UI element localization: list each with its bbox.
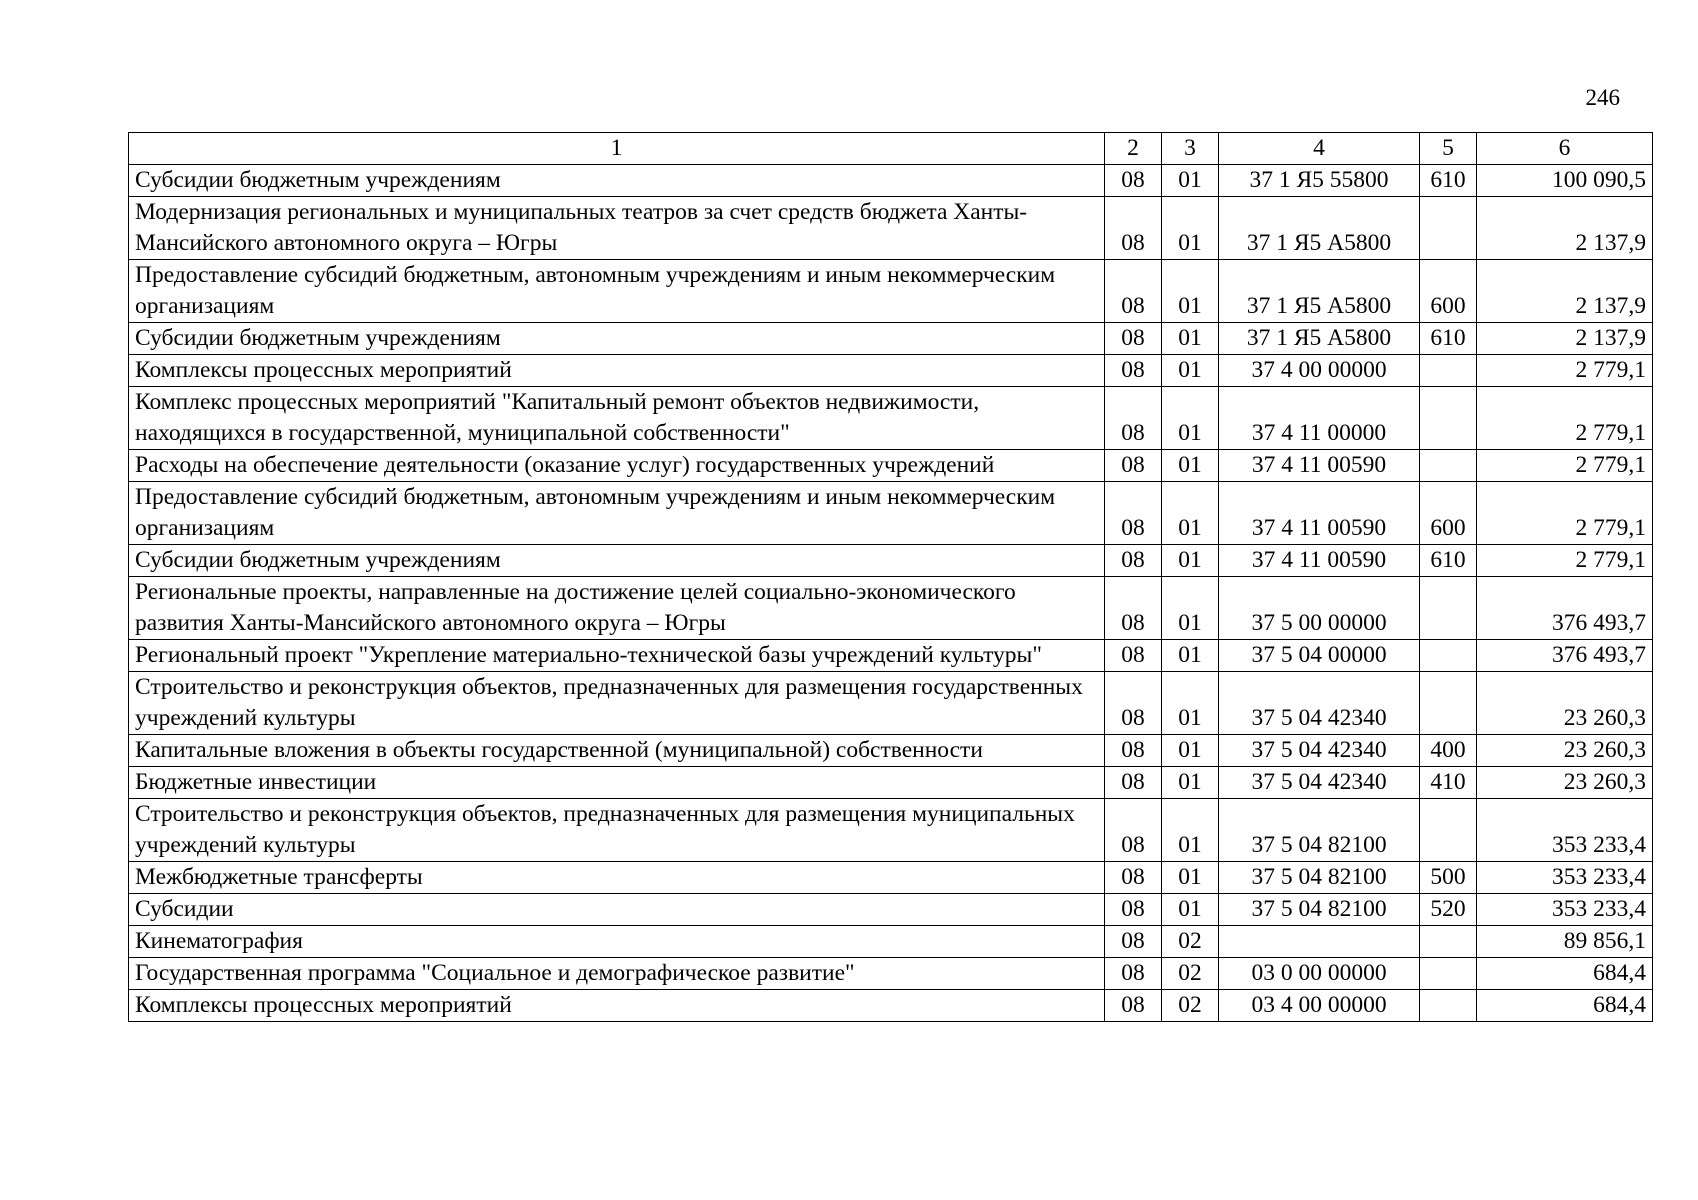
table-row [129,926,1653,958]
row-amount-cell: 23 260,3 [1477,735,1653,767]
row-name-cell: Кинематография [129,926,1105,958]
row-amount-cell: 353 233,4 [1477,894,1653,926]
row-section-cell: 08 [1105,482,1162,545]
row-expense-type-cell: 610 [1420,323,1477,355]
column-header-2: 2 [1105,133,1162,165]
row-name-cell: Капитальные вложения в объекты государственной (муниципальной) собственности [129,735,1105,767]
row-section-cell: 08 [1105,355,1162,387]
table-row [129,672,1653,735]
column-header-4: 4 [1219,133,1420,165]
row-name-cell: Субсидии [129,894,1105,926]
table-row [129,958,1653,990]
row-target-code-cell: 37 5 04 42340 [1219,672,1420,735]
table-row [129,450,1653,482]
row-section-cell: 08 [1105,735,1162,767]
row-amount-cell: 2 779,1 [1477,387,1653,450]
row-expense-type-cell: 520 [1420,894,1477,926]
row-name-cell: Предоставление субсидий бюджетным, автономным учреждениям и иным некоммерческим организациям [129,260,1105,323]
table-row [129,894,1653,926]
table-row [129,197,1653,260]
row-amount-cell: 2 779,1 [1477,355,1653,387]
table-row [129,735,1653,767]
row-expense-type-cell: 600 [1420,260,1477,323]
row-target-code-cell: 03 4 00 00000 [1219,990,1420,1022]
row-target-code-cell: 37 4 11 00000 [1219,387,1420,450]
table-row [129,260,1653,323]
row-section-cell: 08 [1105,767,1162,799]
row-section-cell: 08 [1105,197,1162,260]
row-name-cell: Региональные проекты, направленные на достижение целей социально-экономического развития Ханты-Мансийского автономного округа – Югры [129,577,1105,640]
table-row [129,355,1653,387]
row-subsection-cell: 01 [1162,577,1219,640]
table-row [129,640,1653,672]
row-name-cell: Комплекс процессных мероприятий "Капитальный ремонт объектов недвижимости, находящихся в государственной, муниципальной собственности" [129,387,1105,450]
column-header-5: 5 [1420,133,1477,165]
row-target-code-cell: 37 5 04 82100 [1219,862,1420,894]
row-target-code-cell [1219,926,1420,958]
row-name-cell: Строительство и реконструкция объектов, предназначенных для размещения государственных учреждений культуры [129,672,1105,735]
row-target-code-cell: 37 5 04 42340 [1219,767,1420,799]
row-amount-cell: 2 779,1 [1477,482,1653,545]
row-expense-type-cell [1420,958,1477,990]
row-section-cell: 08 [1105,387,1162,450]
row-expense-type-cell: 500 [1420,862,1477,894]
row-expense-type-cell: 600 [1420,482,1477,545]
row-name-cell: Бюджетные инвестиции [129,767,1105,799]
row-amount-cell: 2 137,9 [1477,197,1653,260]
row-expense-type-cell [1420,672,1477,735]
row-subsection-cell: 01 [1162,482,1219,545]
row-target-code-cell: 37 4 00 00000 [1219,355,1420,387]
row-name-cell: Региональный проект "Укрепление материально-технической базы учреждений культуры" [129,640,1105,672]
row-name-cell: Комплексы процессных мероприятий [129,990,1105,1022]
table-row [129,545,1653,577]
row-expense-type-cell [1420,990,1477,1022]
row-expense-type-cell: 610 [1420,545,1477,577]
row-name-cell: Строительство и реконструкция объектов, предназначенных для размещения муниципальных учреждений культуры [129,799,1105,862]
row-subsection-cell: 01 [1162,545,1219,577]
row-expense-type-cell: 610 [1420,165,1477,197]
column-header-6: 6 [1477,133,1653,165]
row-subsection-cell: 01 [1162,862,1219,894]
row-subsection-cell: 01 [1162,672,1219,735]
row-target-code-cell: 37 5 00 00000 [1219,577,1420,640]
row-section-cell: 08 [1105,640,1162,672]
row-target-code-cell: 37 5 04 82100 [1219,799,1420,862]
row-subsection-cell: 01 [1162,894,1219,926]
row-amount-cell: 353 233,4 [1477,862,1653,894]
row-expense-type-cell [1420,450,1477,482]
row-amount-cell: 100 090,5 [1477,165,1653,197]
column-header-3: 3 [1162,133,1219,165]
table-row [129,577,1653,640]
row-amount-cell: 2 779,1 [1477,545,1653,577]
budget-table [128,132,1653,1022]
row-target-code-cell: 37 1 Я5 А5800 [1219,260,1420,323]
column-header-1: 1 [129,133,1105,165]
table-row [129,767,1653,799]
row-subsection-cell: 01 [1162,197,1219,260]
row-section-cell: 08 [1105,926,1162,958]
row-amount-cell: 23 260,3 [1477,672,1653,735]
table-header-row [129,133,1653,165]
row-amount-cell: 353 233,4 [1477,799,1653,862]
row-subsection-cell: 01 [1162,387,1219,450]
row-amount-cell: 376 493,7 [1477,640,1653,672]
row-subsection-cell: 01 [1162,165,1219,197]
row-expense-type-cell [1420,640,1477,672]
row-expense-type-cell [1420,926,1477,958]
table-row [129,165,1653,197]
row-name-cell: Предоставление субсидий бюджетным, автономным учреждениям и иным некоммерческим организациям [129,482,1105,545]
row-name-cell: Расходы на обеспечение деятельности (оказание услуг) государственных учреждений [129,450,1105,482]
row-subsection-cell: 02 [1162,958,1219,990]
row-section-cell: 08 [1105,577,1162,640]
row-name-cell: Государственная программа "Социальное и демографическое развитие" [129,958,1105,990]
row-subsection-cell: 01 [1162,323,1219,355]
page-number: 246 [1585,85,1620,110]
row-section-cell: 08 [1105,672,1162,735]
table-row [129,323,1653,355]
row-subsection-cell: 01 [1162,260,1219,323]
row-expense-type-cell [1420,387,1477,450]
row-name-cell: Субсидии бюджетным учреждениям [129,165,1105,197]
row-expense-type-cell [1420,355,1477,387]
row-section-cell: 08 [1105,165,1162,197]
row-target-code-cell: 37 5 04 00000 [1219,640,1420,672]
row-subsection-cell: 02 [1162,990,1219,1022]
row-name-cell: Субсидии бюджетным учреждениям [129,323,1105,355]
row-expense-type-cell [1420,799,1477,862]
row-expense-type-cell [1420,577,1477,640]
table-row [129,482,1653,545]
row-section-cell: 08 [1105,260,1162,323]
row-expense-type-cell [1420,197,1477,260]
table-row [129,862,1653,894]
row-target-code-cell: 37 4 11 00590 [1219,482,1420,545]
row-amount-cell: 2 779,1 [1477,450,1653,482]
row-section-cell: 08 [1105,799,1162,862]
row-section-cell: 08 [1105,545,1162,577]
row-subsection-cell: 01 [1162,735,1219,767]
row-target-code-cell: 37 5 04 82100 [1219,894,1420,926]
row-section-cell: 08 [1105,894,1162,926]
row-amount-cell: 2 137,9 [1477,260,1653,323]
row-name-cell: Межбюджетные трансферты [129,862,1105,894]
row-name-cell: Субсидии бюджетным учреждениям [129,545,1105,577]
row-target-code-cell: 37 5 04 42340 [1219,735,1420,767]
row-subsection-cell: 01 [1162,799,1219,862]
row-name-cell: Модернизация региональных и муниципальных театров за счет средств бюджета Ханты-Мансийского автономного округа – Югры [129,197,1105,260]
row-target-code-cell: 37 4 11 00590 [1219,450,1420,482]
row-amount-cell: 23 260,3 [1477,767,1653,799]
row-amount-cell: 684,4 [1477,958,1653,990]
table-row [129,799,1653,862]
row-subsection-cell: 01 [1162,450,1219,482]
row-target-code-cell: 37 1 Я5 55800 [1219,165,1420,197]
row-section-cell: 08 [1105,958,1162,990]
row-amount-cell: 89 856,1 [1477,926,1653,958]
row-expense-type-cell: 410 [1420,767,1477,799]
row-target-code-cell: 37 4 11 00590 [1219,545,1420,577]
row-amount-cell: 2 137,9 [1477,323,1653,355]
row-amount-cell: 684,4 [1477,990,1653,1022]
row-amount-cell: 376 493,7 [1477,577,1653,640]
row-section-cell: 08 [1105,990,1162,1022]
row-target-code-cell: 37 1 Я5 А5800 [1219,323,1420,355]
row-subsection-cell: 01 [1162,767,1219,799]
row-subsection-cell: 01 [1162,355,1219,387]
row-section-cell: 08 [1105,862,1162,894]
row-target-code-cell: 03 0 00 00000 [1219,958,1420,990]
row-target-code-cell: 37 1 Я5 А5800 [1219,197,1420,260]
row-section-cell: 08 [1105,323,1162,355]
row-name-cell: Комплексы процессных мероприятий [129,355,1105,387]
table-row [129,387,1653,450]
row-section-cell: 08 [1105,450,1162,482]
row-expense-type-cell: 400 [1420,735,1477,767]
row-subsection-cell: 02 [1162,926,1219,958]
table-row [129,990,1653,1022]
row-subsection-cell: 01 [1162,640,1219,672]
